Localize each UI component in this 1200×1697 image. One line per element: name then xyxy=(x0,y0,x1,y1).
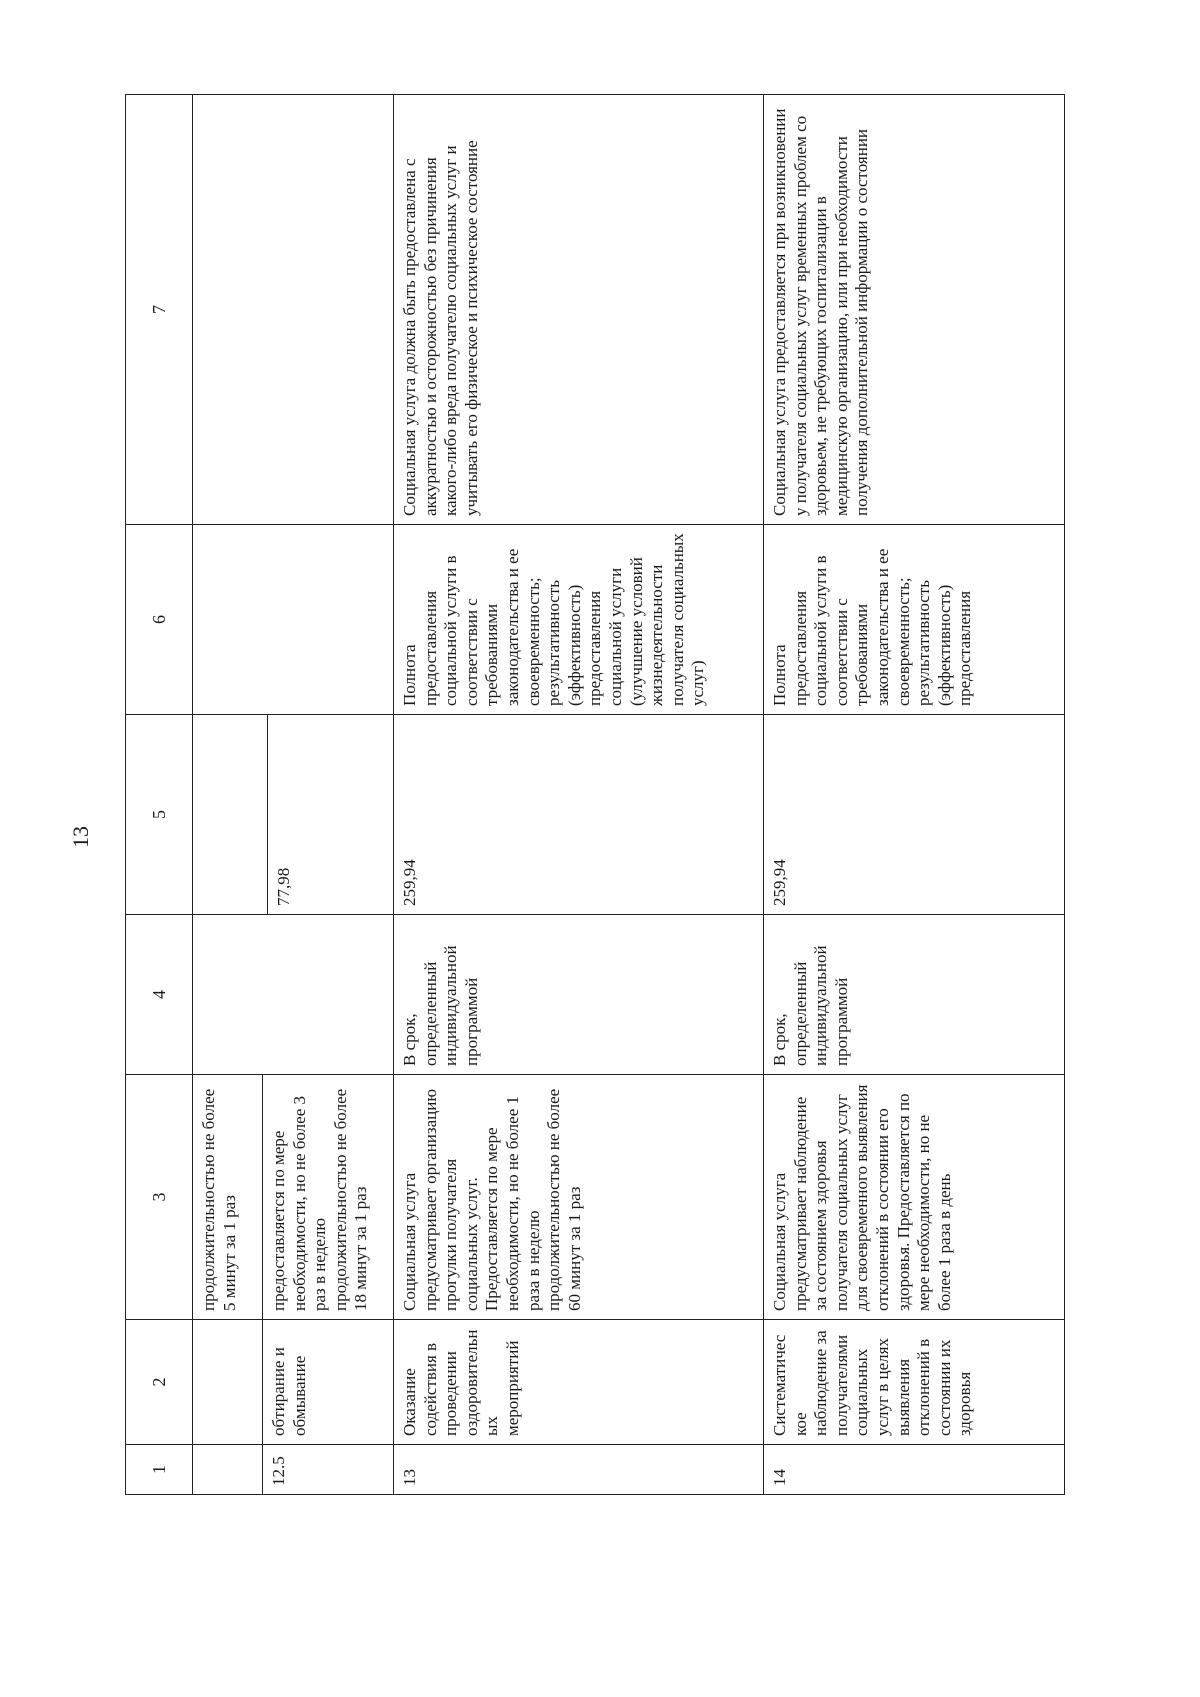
table-row xyxy=(764,95,1065,1495)
cell-service-name xyxy=(193,1320,263,1445)
header-col-6: 6 xyxy=(126,525,193,715)
cell-number xyxy=(193,1445,263,1495)
cell-service-name: обтирание и обмывание xyxy=(263,1320,394,1445)
cell-description: Социальная услуга предусматривает организацию прогулки получателя социальных услуг. Предоставляется по мере необходимости, но не более 1 раза в неделю продолжительностью не более 60 минут за 1 раз xyxy=(394,1075,764,1320)
table-row xyxy=(193,95,263,1495)
cell-price: 259,94 xyxy=(764,715,1065,915)
header-row xyxy=(126,95,193,1495)
cell-description: Социальная услуга предусматривает наблюдение за состоянием здоровья получателя социальных услуг для своевременного выявления отклонений в состоянии его здоровья. Предоставляется по мере необходимости, но не более 1 раза в день xyxy=(764,1075,1065,1320)
cell-number: 12.5 xyxy=(263,1445,394,1495)
header-col-1: 1 xyxy=(126,1445,193,1495)
cell-quality-indicators: Полнота предоставления социальной услуги в соответствии с требованиями законодательства и ее своевременность; результативность (эффективность) предоставления социальной услуги (улучшение условий жизнедеятельности получателя социальных услуг) xyxy=(394,525,764,715)
cell-conditions: Социальная услуга предоставляется при возникновении у получателя социальных услуг временных проблем со здоровьем, не требующих госпитализации в медицинскую организацию, или при необходимости получения дополнительной информации о состоянии xyxy=(764,95,1065,525)
services-table-wrapper xyxy=(125,95,1055,1495)
header-col-5: 5 xyxy=(126,715,193,915)
cell-term: В срок, определенный индивидуальной программой xyxy=(764,915,1065,1075)
cell-price: 77,98 xyxy=(274,867,293,906)
cell-term: В срок, определенный индивидуальной программой xyxy=(394,915,764,1075)
header-col-3: 3 xyxy=(126,1075,193,1320)
cell-conditions xyxy=(193,95,394,525)
cell-number: 14 xyxy=(764,1445,1065,1495)
cell-price-group xyxy=(193,715,394,915)
cell-description: предоставляется по мере необходимости, но не более 3 раз в неделю продолжительностью не более 18 минут за 1 раз xyxy=(263,1075,394,1320)
cell-number: 13 xyxy=(394,1445,764,1495)
cell-price: 259,94 xyxy=(394,715,764,915)
cell-quality-indicators xyxy=(193,525,394,715)
cell-price-empty xyxy=(193,715,268,914)
table-row xyxy=(394,95,764,1495)
price-subtable xyxy=(193,715,393,914)
cell-conditions: Социальная услуга должна быть предоставлена с аккуратностью и осторожностью без причинения какого-либо вреда получателю социальных услуг и учитывать его физическое и психическое состояние xyxy=(394,95,764,525)
page-number: 13 xyxy=(68,826,93,848)
cell-description: продолжительностью не более 5 минут за 1 раз xyxy=(193,1075,263,1320)
header-col-2: 2 xyxy=(126,1320,193,1445)
cell-service-name: Систематическое наблюдение за получателями социальных услуг в целях выявления отклонений в состоянии их здоровья xyxy=(764,1320,1065,1445)
header-col-7: 7 xyxy=(126,95,193,525)
cell-term xyxy=(193,915,394,1075)
header-col-4: 4 xyxy=(126,915,193,1075)
cell-service-name: Оказание содействия в проведении оздоровительных мероприятий xyxy=(394,1320,764,1445)
cell-quality-indicators: Полнота предоставления социальной услуги в соответствии с требованиями законодательства и ее своевременность; результативность (эффективность) предоставления xyxy=(764,525,1065,715)
services-table xyxy=(125,94,1065,1495)
